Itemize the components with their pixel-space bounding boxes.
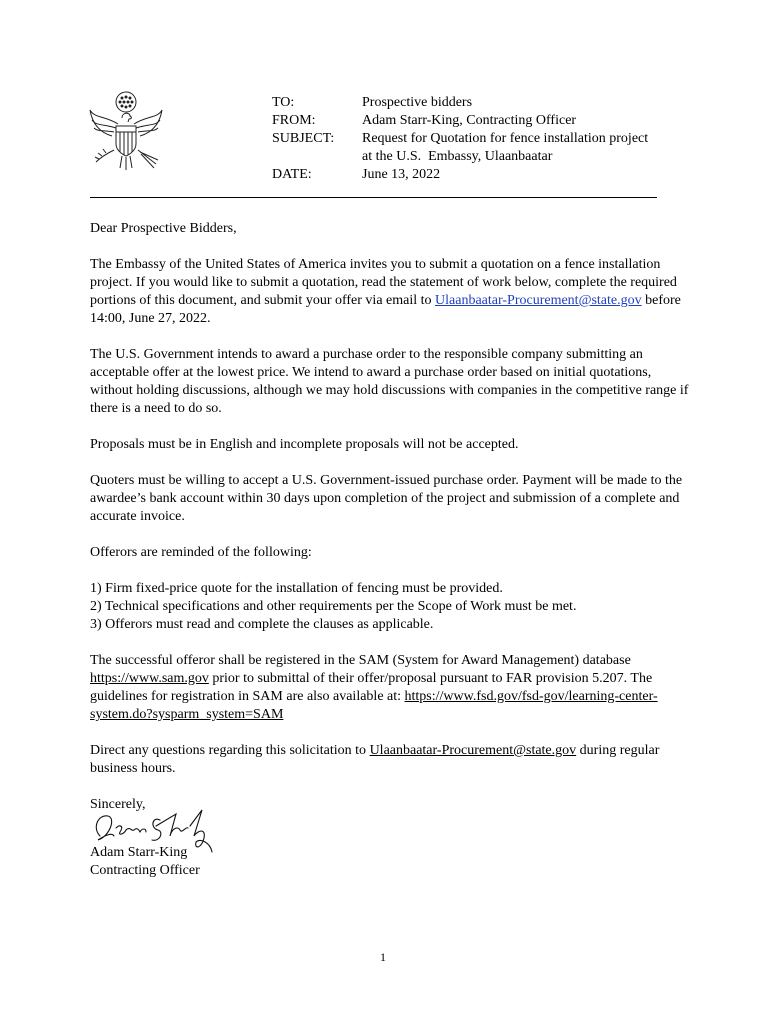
paragraph-reminder: Offerors are reminded of the following: (90, 545, 312, 560)
memo-header (272, 94, 682, 184)
memo-from-row (272, 112, 682, 130)
memo-to-row (272, 94, 682, 112)
page-number: 1 (380, 950, 386, 964)
from-label: FROM: (272, 113, 316, 128)
paragraph-questions-text: Direct any questions regarding this solicitation to (90, 743, 370, 758)
fsd-link[interactable]: https://www.fsd.gov/fsd-gov/learning-center-system.do?sysparm_system=SAM (90, 689, 658, 722)
subject-line-2: at the U.S. Embassy, Ulaanbaatar (362, 149, 553, 164)
sam-link[interactable]: https://www.sam.gov (90, 671, 209, 686)
signer-title: Contracting Officer (90, 863, 200, 878)
paragraph-sam-text: The successful offeror shall be registered in the SAM (System for Award Management) database (90, 653, 631, 668)
signature-block (90, 844, 200, 880)
subject-value (362, 130, 682, 166)
requirements-list (90, 580, 690, 634)
list-item: 1) Firm fixed-price quote for the installation of fencing must be provided. (90, 581, 503, 596)
date-value: June 13, 2022 (362, 167, 441, 182)
memo-subject-row (272, 130, 682, 166)
to-label: TO: (272, 95, 295, 110)
salutation: Dear Prospective Bidders, (90, 221, 237, 236)
paragraph-questions-tail: during regular business hours. (90, 743, 660, 776)
list-item: 2) Technical specifications and other requirements per the Scope of Work must be met. (90, 599, 577, 614)
header-divider (90, 197, 657, 198)
paragraph-questions (90, 742, 690, 778)
signer-name: Adam Starr-King (90, 845, 188, 860)
letter-body (90, 220, 690, 832)
date-label: DATE: (272, 167, 312, 182)
paragraph-payment: Quoters must be willing to accept a U.S. Government-issued purchase order. Payment will be made to the awardee’s bank account within 30 days upon completion of the project and submission of a complete and accurate invoice. (90, 473, 683, 524)
paragraph-invitation-text: The Embassy of the United States of America invites you to submit a quotation on a fence installation project. If you would like to submit a quotation, read the statement of work below, complete the required portions of this document, and submit your offer via email to (90, 257, 677, 308)
questions-email-link[interactable]: Ulaanbaatar-Procurement@state.gov (369, 743, 577, 758)
to-value: Prospective bidders (362, 95, 473, 110)
subject-line-1: Request for Quotation for fence installation project (362, 131, 649, 146)
paragraph-award: The U.S. Government intends to award a purchase order to the responsible company submitting an acceptable offer at the lowest price. We intend to award a purchase order based on initial quotations, without holding discussions, although we may hold discussions with companies in the competitive range if there is a need to do so. (90, 347, 689, 416)
memo-date-row (272, 166, 682, 184)
procurement-email-link[interactable]: Ulaanbaatar-Procurement@state.gov (435, 293, 642, 308)
closing: Sincerely, (90, 797, 146, 812)
great-seal-emblem (86, 88, 166, 180)
from-value: Adam Starr-King, Contracting Officer (362, 113, 577, 128)
paragraph-invitation-tail: before 14:00, June 27, 2022. (90, 293, 681, 326)
subject-label: SUBJECT: (272, 131, 335, 146)
paragraph-invitation (90, 256, 690, 328)
list-item: 3) Offerors must read and complete the clauses as applicable. (90, 617, 434, 632)
paragraph-language: Proposals must be in English and incomplete proposals will not be accepted. (90, 437, 519, 452)
paragraph-sam (90, 652, 690, 724)
paragraph-sam-middle: prior to submittal of their offer/proposal pursuant to FAR provision 5.207. The guidelines for registration in SAM are also available at: (90, 671, 653, 704)
